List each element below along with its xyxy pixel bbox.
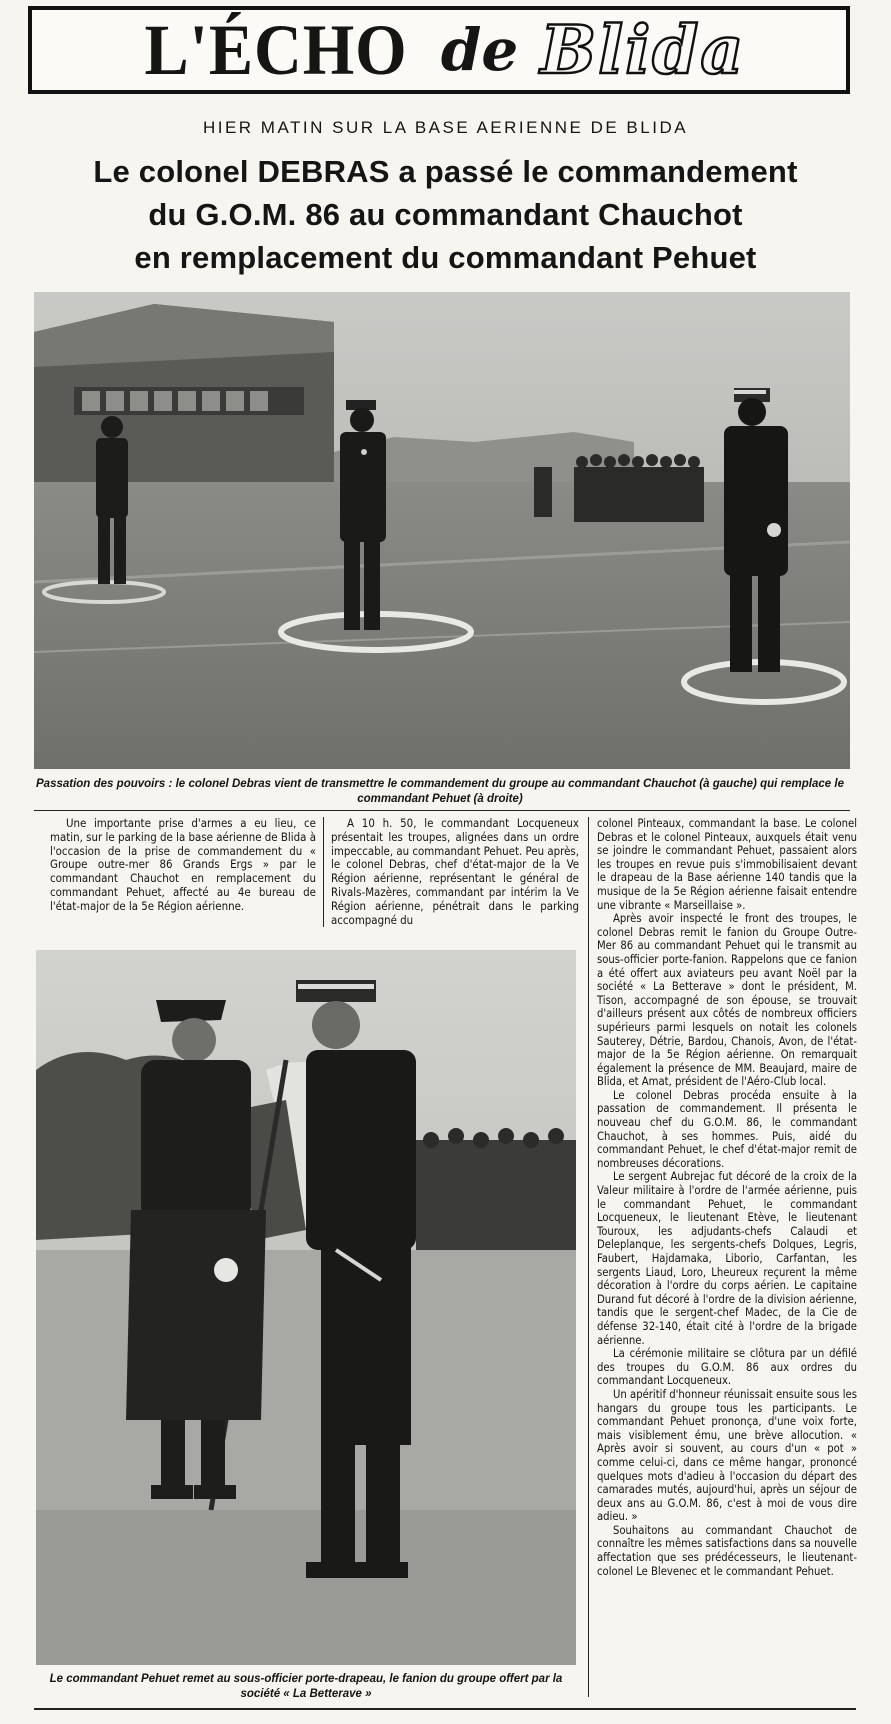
column-rule (588, 817, 589, 1697)
headline-line-3: en remplacement du commandant Pehuet (134, 240, 757, 275)
photo-flag-handover-image (36, 950, 576, 1665)
masthead-de: de (440, 16, 519, 84)
article-column-3 (597, 817, 857, 1578)
kicker: HIER MATIN SUR LA BASE AERIENNE DE BLIDA (202, 118, 689, 137)
headline (40, 150, 851, 279)
article-column-1 (50, 817, 316, 914)
article-paragraph: Le colonel Debras procéda ensuite à la passation de commandement. Il présenta le nouveau chef du G.O.M. 86, le commandant Chauchot, à ses hommes. Puis, aidé du commandant Pehuet, le chef d'état-major remit de nombreuses décorations. (597, 1088, 857, 1170)
article-paragraph: colonel Pinteaux, commandant la base. Le colonel Debras et le colonel Pinteaux, auxquels était venu se joindre le commandant Pehuet, passaient alors les troupes en revue puis s'immobilisaient devant le drapeau de la Base aérienne 140 tandis que la musique de la 5e Région aérienne faisait entendre une vibrante « Marseillaise ». (597, 817, 857, 912)
article-paragraph: Après avoir inspecté le front des troupes, le colonel Debras remit le fanion du Groupe Outre-Mer 86 au commandant Pehuet qui le transmit au sous-officier porte-fanion. Rappelons que ce fanion a été offert aux aviateurs peu avant Noël par la société « La Betterave » dont le président, M. Tison, accompagné de son épouse, se trouvait d'ailleurs présent aux côtés de nombreux officiers supérieurs parmi lesquels on notait les colonels Sauterey, Détrie, Bardou, Chanois, Avon, de l'état-major de la 5e Région aérienne. On remarquait également la présence de MM. Beaujard, maire de Blida, et Amat, président de l'Aéro-Club local. (597, 912, 857, 1089)
photo-flag-handover (36, 950, 576, 1665)
masthead-echo: L'ÉCHO (144, 10, 408, 90)
article-paragraph: A 10 h. 50, le commandant Locqueneux présentait les troupes, alignées dans un ordre impeccable, au commandant Pehuet. Peu après, le colonel Debras, chef d'état-major de la Ve Région aérienne, représentant le général de Rivals-Mazères, commandant par intérim la Ve Région aérienne, pénétrait dans le parking accompagné du (331, 816, 579, 927)
article-paragraph: Une importante prise d'armes a eu lieu, ce matin, sur le parking de la base aérienne de Blida à l'occasion de la prise de commandement du « Groupe outre-mer 86 Grands Ergs » par le commandant Chauchot en remplacement du commandant Pehuet, affecté au 4e bureau de l'état-major de la 5e Région aérienne. (50, 816, 316, 913)
article-paragraph: Le sergent Aubrejac fut décoré de la croix de la Valeur militaire à l'ordre de l'armée aérienne, puis le commandant Pehuet, le commandant Locqueneux, le lieutenant Etève, le lieutenant Touroux, les adjudants-chefs Calaudi et Deleplanque, les sergents-chefs Dolques, Legris, Faubert, Hajdamaka, Liborio, Carfantan, les sergents Liaud, Loro, Lheureux reçurent la même décoration à l'ordre du corps aérien. Le capitaine Durand fut décoré à l'ordre de la division aérienne, tandis que le sergent-chef Madec, de la Cie de défense 32-140, était cité à l'ordre de la brigade aérienne. (597, 1170, 857, 1347)
rule-caption-divider (34, 810, 850, 811)
photo-flag-handover-caption: Le commandant Pehuet remet au sous-officier porte-drapeau, le fanion du groupe offert par la société « La Betterave » (49, 1673, 563, 1700)
headline-line-1: Le colonel DEBRAS a passé le commandement (93, 154, 798, 189)
article-column-2 (331, 817, 579, 927)
photo-ceremony (34, 292, 850, 769)
masthead-blida: Blida (540, 11, 746, 89)
photo-ceremony-caption: Passation des pouvoirs : le colonel Debras vient de transmettre le commandement du groupe au commandant Chauchot (à gauche) qui remplace le commandant Pehuet (à droite) (36, 778, 844, 805)
article-paragraph: Un apéritif d'honneur réunissait ensuite sous les hangars du groupe tous les participants. Le commandant Pehuet prononça, d'une voix forte, mais visiblement ému, une brève allocution. « Après avoir si souvent, au cours d'un « pot » comme celui-ci, dans ce même hangar, prononcé quelques mots d'adieu à l'occasion du départ des camarades mutés, aujourd'hui, après un séjour de deux ans au G.O.M. 86, c'est à moi de vous dire adieu. » (597, 1387, 857, 1524)
masthead (28, 6, 850, 94)
headline-line-2: du G.O.M. 86 au commandant Chauchot (148, 197, 743, 232)
rule-bottom (34, 1708, 856, 1710)
photo-ceremony-image (34, 292, 850, 769)
article-paragraph: Souhaitons au commandant Chauchot de connaître les mêmes satisfactions dans sa nouvelle affectation que ses prédécesseurs, le lieutenant-colonel Le Blevenec et le commandant Pehuet. (597, 1523, 857, 1578)
article-paragraph: La cérémonie militaire se clôtura par un défilé des troupes du G.O.M. 86 aux ordres du commandant Locqueneux. (597, 1347, 857, 1388)
column-rule (323, 817, 324, 927)
